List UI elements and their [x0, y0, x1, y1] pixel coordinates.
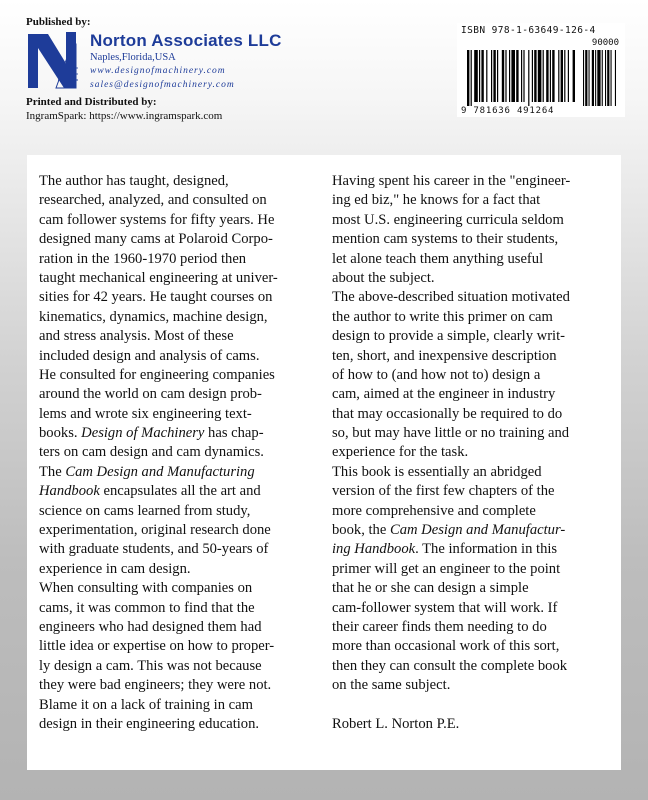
book-title-italic: Design of Machinery	[81, 425, 205, 442]
text-segment: sities for 42 years. He taught courses on	[39, 289, 273, 306]
text-segment: on the same subject.	[332, 677, 451, 694]
text-line	[332, 482, 612, 501]
text-segment: When consulting with companies on	[39, 580, 253, 597]
text-segment: so, but may have little or no training and	[332, 425, 570, 442]
text-line	[332, 676, 612, 695]
text-line	[39, 657, 314, 676]
isbn-number: ISBN 978-1-63649-126-4	[461, 25, 596, 36]
text-segment: science on cams learned from study,	[39, 502, 251, 519]
company-website: www.designofmachinery.com	[90, 66, 226, 76]
barcode-bars-icon	[467, 50, 619, 106]
text-line	[39, 521, 314, 540]
text-segment: primer will get an engineer to the point	[332, 560, 561, 577]
text-line	[39, 443, 314, 462]
text-segment: the author to write this primer on cam	[332, 308, 553, 325]
text-segment: then they can consult the complete book	[332, 657, 568, 674]
text-line	[39, 637, 314, 656]
text-line	[39, 366, 314, 385]
text-segment: ing ed biz," he knows for a fact that	[332, 192, 541, 209]
text-line	[39, 385, 314, 404]
text-line	[39, 618, 314, 637]
text-line	[332, 288, 612, 307]
text-segment: experience in cam design.	[39, 560, 191, 577]
published-by-label: Published by:	[26, 16, 91, 28]
text-segment: This book is essentially an abridged	[332, 463, 542, 480]
text-line	[39, 172, 314, 191]
text-line	[39, 327, 314, 346]
text-segment: Robert L. Norton P.E.	[332, 715, 460, 732]
text-segment: ration in the 1960-1970 period then	[39, 250, 247, 267]
text-line	[39, 599, 314, 618]
text-segment: The	[39, 463, 66, 480]
text-segment: cam follower systems for fifty years. He	[39, 211, 275, 228]
text-line	[332, 405, 612, 424]
text-segment: ly design a cam. This was not because	[39, 657, 262, 674]
text-line	[39, 191, 314, 210]
distributor-info: IngramSpark: https://www.ingramspark.com	[26, 110, 223, 122]
text-line	[332, 715, 612, 734]
text-segment: more comprehensive and complete	[332, 502, 536, 519]
text-line	[332, 347, 612, 366]
text-segment: that he or she can design a simple	[332, 580, 529, 597]
text-line	[332, 230, 612, 249]
text-segment: included design and analysis of cams.	[39, 347, 260, 364]
text-segment: ters on cam design and cam dynamics.	[39, 444, 264, 461]
text-segment: Blame it on a lack of training in cam	[39, 696, 253, 713]
text-line	[332, 211, 612, 230]
text-line	[39, 405, 314, 424]
book-title-italic: Cam Design and Manufactur-	[389, 522, 566, 539]
text-segment: experimentation, original research done	[39, 522, 271, 539]
text-line	[332, 443, 612, 462]
text-line	[39, 579, 314, 598]
text-line	[39, 540, 314, 559]
text-segment: books.	[39, 425, 82, 442]
printed-by-label: Printed and Distributed by:	[26, 96, 157, 108]
text-line	[332, 657, 612, 676]
left-text-column	[39, 172, 314, 734]
book-title-italic: Handbook	[39, 483, 100, 500]
barcode-addon-number: 90000	[591, 38, 619, 48]
na-monogram-logo-icon	[26, 30, 84, 92]
text-line	[39, 230, 314, 249]
text-line	[332, 191, 612, 210]
text-segment: little idea or expertise on how to proper-	[39, 638, 275, 655]
text-line	[332, 424, 612, 443]
text-line	[39, 676, 314, 695]
text-segment: researched, analyzed, and consulted on	[39, 192, 267, 209]
text-line	[332, 250, 612, 269]
text-segment: and stress analysis. Most of these	[39, 328, 234, 345]
text-segment: more than occasional work of this sort,	[332, 638, 560, 655]
text-segment: design in their engineering education.	[39, 715, 260, 732]
text-segment: around the world on cam design prob-	[39, 386, 262, 403]
text-segment: with graduate students, and 50-years of	[39, 541, 269, 558]
text-line	[332, 560, 612, 579]
company-email: sales@designofmachinery.com	[90, 80, 235, 90]
text-line	[332, 366, 612, 385]
text-line	[39, 250, 314, 269]
text-line	[39, 715, 314, 734]
text-line	[332, 521, 612, 540]
text-segment: He consulted for engineering companies	[39, 366, 275, 383]
company-location: Naples,Florida,USA	[90, 52, 176, 63]
text-segment: let alone teach them anything useful	[332, 250, 544, 267]
text-line	[332, 540, 612, 559]
text-line	[39, 308, 314, 327]
text-line	[39, 424, 314, 443]
text-segment: mention cam systems to their students,	[332, 231, 559, 248]
text-segment: they were bad engineers; they were not.	[39, 677, 272, 694]
text-line	[332, 308, 612, 327]
text-segment: that may occasionally be required to do	[332, 405, 563, 422]
text-line	[332, 618, 612, 637]
text-segment: engineers who had designed them had	[39, 618, 262, 635]
text-segment: Having spent his career in the "engineer-	[332, 173, 571, 189]
text-segment: designed many cams at Polaroid Corpo-	[39, 231, 273, 248]
text-segment: cam-follower system that will work. If	[332, 599, 558, 616]
text-line	[39, 696, 314, 715]
text-segment: . The information in this	[415, 541, 558, 558]
text-segment: cams, it was common to find that the	[39, 599, 255, 616]
text-line	[332, 502, 612, 521]
text-line	[332, 172, 612, 191]
text-line	[332, 327, 612, 346]
text-segment: about the subject.	[332, 269, 435, 286]
isbn-barcode	[457, 23, 625, 117]
text-segment: book, the	[332, 522, 390, 539]
text-segment: ten, short, and inexpensive description	[332, 347, 557, 364]
text-line	[332, 579, 612, 598]
text-line	[332, 463, 612, 482]
text-line	[332, 269, 612, 288]
book-title-italic: ing Handbook	[332, 541, 416, 558]
text-segment: their career finds them needing to do	[332, 618, 547, 635]
text-line	[39, 269, 314, 288]
text-line	[39, 560, 314, 579]
text-segment: cam, aimed at the engineer in industry	[332, 386, 556, 403]
text-line	[39, 211, 314, 230]
text-segment: version of the first few chapters of the	[332, 483, 555, 500]
text-segment: experience for the task.	[332, 444, 469, 461]
text-segment: design to provide a simple, clearly writ-	[332, 328, 566, 345]
text-segment: has chap-	[204, 425, 264, 442]
text-line	[332, 599, 612, 618]
text-line	[39, 347, 314, 366]
text-segment: most U.S. engineering curricula seldom	[332, 211, 564, 228]
text-segment: kinematics, dynamics, machine design,	[39, 308, 268, 325]
ean-number: 9 781636 491264	[461, 106, 555, 116]
text-line	[332, 637, 612, 656]
text-line	[39, 502, 314, 521]
text-segment: The above-described situation motivated	[332, 289, 570, 306]
text-segment: encapsulates all the art and	[99, 483, 261, 500]
text-line	[39, 482, 314, 501]
right-text-column	[332, 172, 612, 734]
text-segment: of how to (and how not to) design a	[332, 366, 541, 383]
text-line	[39, 288, 314, 307]
company-name: Norton Associates LLC	[90, 31, 282, 50]
text-line	[39, 463, 314, 482]
book-title-italic: Cam Design and Manufacturing	[65, 463, 255, 480]
text-line	[332, 385, 612, 404]
text-segment: lems and wrote six engineering text-	[39, 405, 252, 422]
back-cover-text-panel	[27, 155, 621, 770]
text-segment: taught mechanical engineering at univer-	[39, 269, 278, 286]
text-segment: The author has taught, designed,	[39, 173, 229, 189]
paragraph-gap	[332, 696, 612, 715]
